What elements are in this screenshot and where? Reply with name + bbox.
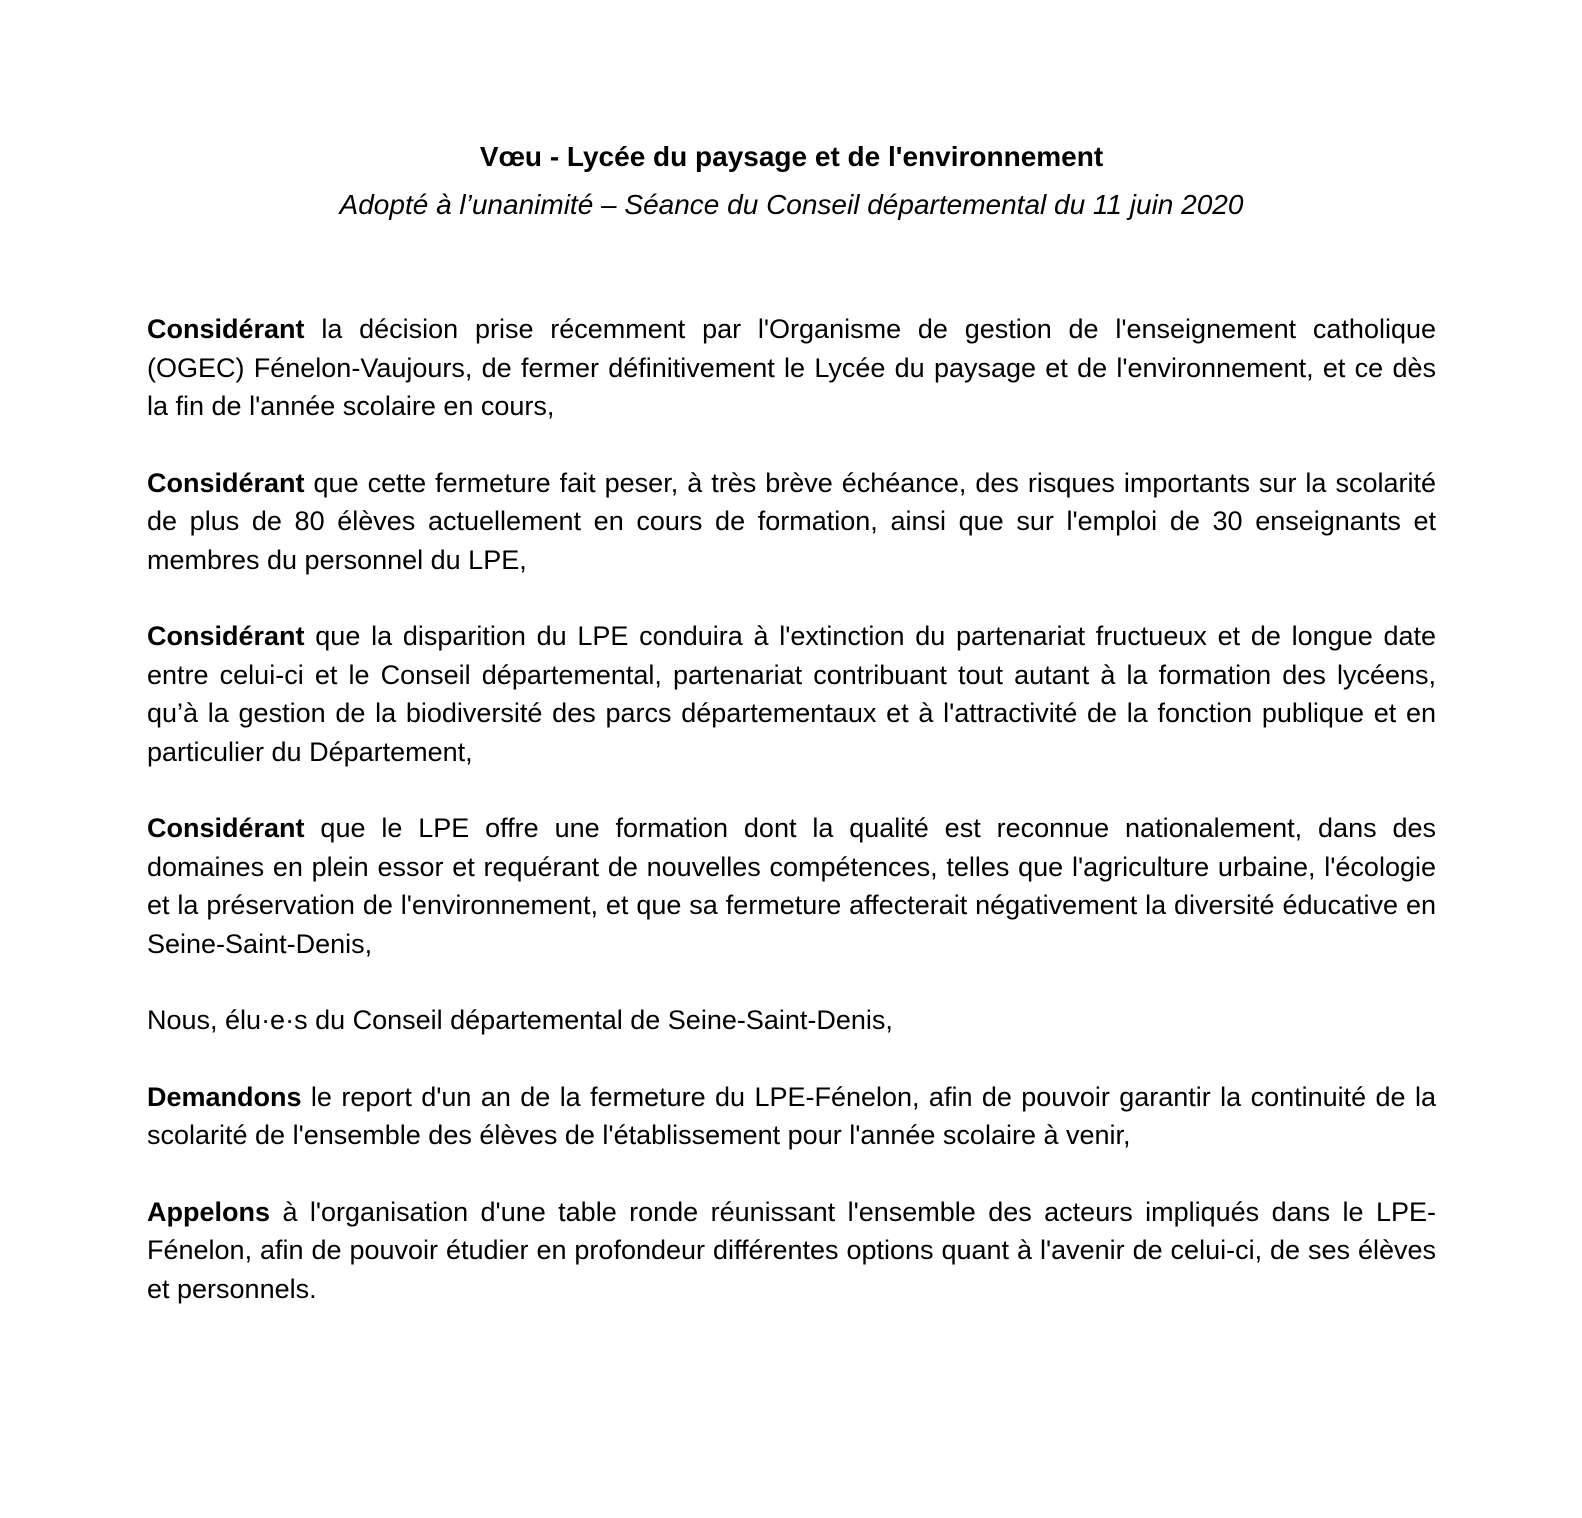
paragraph-text: que la disparition du LPE conduira à l'extinction du partenariat fructueux et de longue date entre celui-ci et le Conseil départemental, partenariat contribuant tout autant à la formation des lycéens, qu’à la gestion de la biodiversité des parcs départementaux et à l'attractivité de la fonction publique et en particulier du Département, (147, 621, 1436, 767)
paragraph-text: que le LPE offre une formation dont la qualité est reconnue nationalement, dans des domaines en plein essor et requérant de nouvelles compétences, telles que l'agriculture urbaine, l'écologie et la préservation de l'environnement, et que sa fermeture affecterait négativement la diversité éducative en Seine-Saint-Denis, (147, 813, 1436, 959)
document-subtitle: Adopté à l’unanimité – Séance du Conseil départemental du 11 juin 2020 (339, 189, 1244, 220)
document-header (147, 140, 1436, 224)
paragraph (147, 1078, 1436, 1155)
paragraph-text: que cette fermeture fait peser, à très brève échéance, des risques importants sur la scolarité de plus de 80 élèves actuellement en cours de formation, ainsi que sur l'emploi de 30 enseignants et membres du personnel du LPE, (147, 467, 1436, 575)
paragraph-lead: Considérant (147, 314, 305, 344)
paragraph-text: la décision prise récemment par l'Organisme de gestion de l'enseignement catholique (OGEC) Fénelon-Vaujours, de fermer définitivement le Lycée du paysage et de l'environnement, et ce dès la fin de l'année scolaire en cours, (147, 314, 1436, 421)
document-body (147, 310, 1436, 1308)
paragraph (147, 1193, 1436, 1309)
paragraph-lead: Considérant (147, 467, 305, 498)
paragraph-lead: Appelons (147, 1196, 271, 1227)
paragraph-text: le report d'un an de la fermeture du LPE-Fénelon, afin de pouvoir garantir la continuité de la scolarité de l'ensemble des élèves de l'établissement pour l'année scolaire à venir, (147, 1081, 1436, 1150)
paragraph (147, 310, 1436, 426)
document-title: Vœu - Lycée du paysage et de l'environnement (479, 141, 1104, 172)
paragraph (147, 809, 1436, 963)
paragraph-lead: Considérant (147, 621, 305, 651)
paragraph (147, 617, 1436, 771)
paragraph (147, 464, 1436, 580)
paragraph-lead: Demandons (147, 1081, 302, 1112)
paragraph-text: à l'organisation d'une table ronde réunissant l'ensemble des acteurs impliqués dans le LPE-Fénelon, afin de pouvoir étudier en profondeur différentes options quant à l'avenir de celui-ci, de ses élèves et personnels. (147, 1196, 1436, 1304)
paragraph-text: Nous, élu·e·s du Conseil départemental de Seine-Saint-Denis, (147, 1005, 893, 1035)
paragraph-lead: Considérant (147, 813, 305, 843)
paragraph (147, 1001, 1436, 1040)
